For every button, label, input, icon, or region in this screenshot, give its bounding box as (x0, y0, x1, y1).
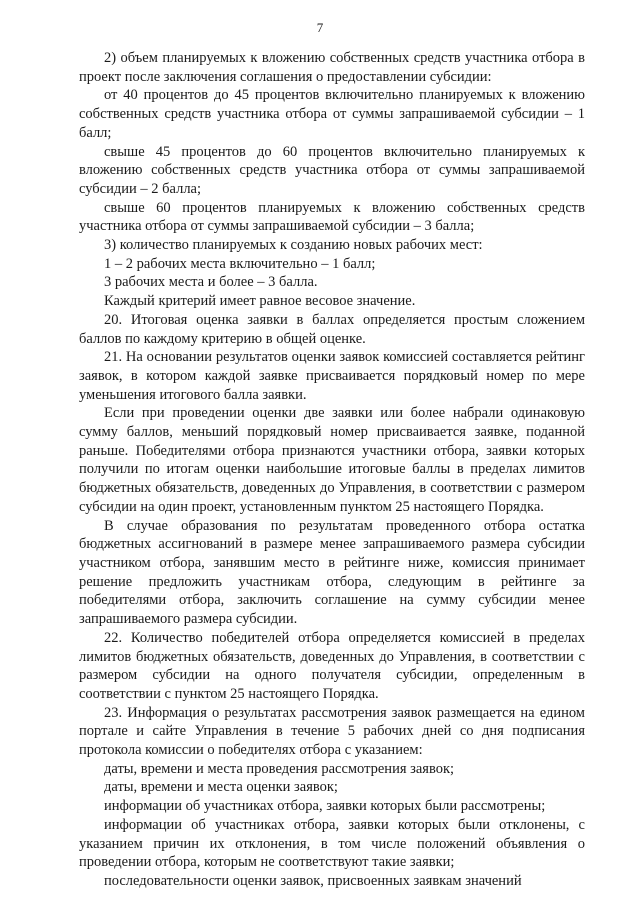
paragraph-item-23: 23. Информация о результатах рассмотрения заявок размещается на едином портале и сайте Управления в течение 5 рабочих дней со дня подписания протокола комиссии о победителях отбора с указанием: (79, 704, 585, 759)
page-number: 7 (316, 20, 324, 35)
paragraph-list-evaluation-date: даты, времени и места оценки заявок; (104, 779, 338, 796)
paragraph-criterion-2-option-2: свыше 45 процентов до 60 процентов включительно планируемых к вложению собственных средств участника отбора от суммы запрашиваемой субсидии – 2 балла; (79, 143, 585, 197)
paragraph-item-22: 22. Количество победителей отбора определяется комиссией в пределах лимитов бюджетных обязательств, доведенных до Управления, в соответствии с размером субсидии на одного получателя субсидии, определенным в соответствии с пунктом 25 настоящего Порядка. (79, 629, 585, 702)
paragraph-item-20: 20. Итоговая оценка заявки в баллах определяется простым сложением баллов по каждому критерию в общей оценке. (79, 311, 585, 347)
paragraph-equal-score-rule: Если при проведении оценки две заявки или более набрали одинаковую сумму баллов, меньший порядковый номер присваивается заявке, поданной раньше. Победителями отбора признаются участники отбора, заявки которых получили по итогам оценки наибольшие итоговые баллы в пределах лимитов бюджетных обязательств, доведенных до Управления, в соответствии с размером субсидии на один проект, установленным пунктом 25 настоящего Порядка. (79, 405, 585, 515)
paragraph-list-evaluation-sequence: последовательности оценки заявок, присвоенных заявкам значений (104, 872, 522, 889)
paragraph-list-rejected-participants: информации об участниках отбора, заявки которых были отклонены, с указанием причин их отклонения, в том числе положений объявления о проведении отбора, которым не соответствуют такие заявки; (79, 816, 585, 871)
paragraph-criterion-3-option-2: 3 рабочих места и более – 3 балла. (104, 274, 318, 291)
document-body (79, 49, 585, 891)
paragraph-item-21: 21. На основании результатов оценки заявок комиссией составляется рейтинг заявок, в котором каждой заявке присваивается порядковый номер по мере уменьшения итогового балла заявки. (79, 349, 585, 403)
paragraph-criterion-2-option-3: свыше 60 процентов планируемых к вложению собственных средств участника отбора от суммы запрашиваемой субсидии – 3 балла; (79, 199, 585, 235)
paragraph-list-reviewed-participants: информации об участниках отбора, заявки которых были рассмотрены; (104, 798, 546, 815)
paragraph-list-review-date: даты, времени и места проведения рассмотрения заявок; (104, 760, 455, 777)
paragraph-criterion-2-heading: 2) объем планируемых к вложению собственных средств участника отбора в проект после заключения соглашения о предоставлении субсидии: (79, 50, 585, 85)
paragraph-criterion-3-option-1: 1 – 2 рабочих места включительно – 1 балл; (104, 255, 376, 272)
paragraph-criterion-3-heading: 3) количество планируемых к созданию новых рабочих мест: (104, 237, 483, 254)
paragraph-remaining-budget: В случае образования по результатам проведенного отбора остатка бюджетных ассигнований в размере менее запрашиваемого размера субсидии участником отбора, занявшим место в рейтинге ниже, комиссия принимает решение предложить участникам отбора, следующим в рейтинге за победителями отбора, заключить соглашение на сумму субсидии менее запрашиваемого размера субсидии. (79, 517, 585, 628)
paragraph-equal-weight: Каждый критерий имеет равное весовое значение. (104, 293, 416, 310)
paragraph-criterion-2-option-1: от 40 процентов до 45 процентов включительно планируемых к вложению собственных средств участника отбора от суммы запрашиваемой субсидии – 1 балл; (79, 87, 585, 141)
